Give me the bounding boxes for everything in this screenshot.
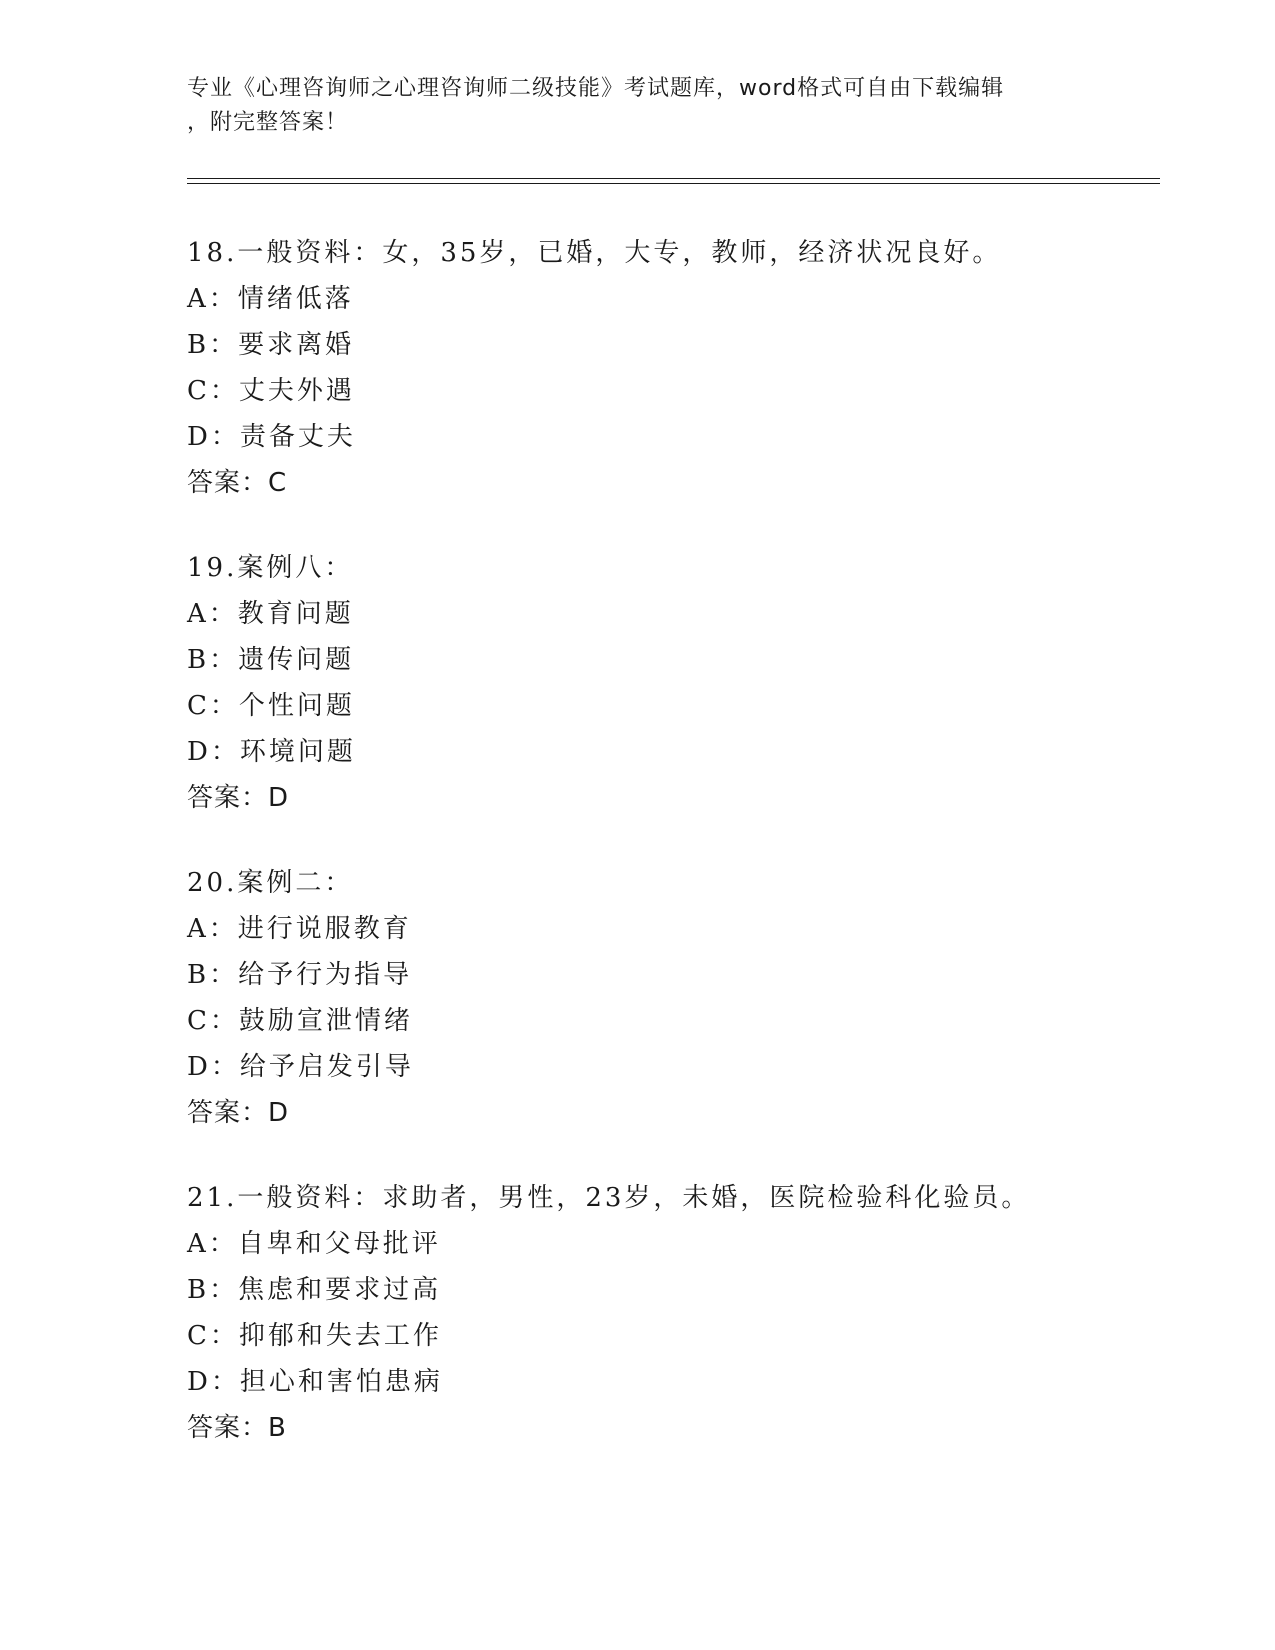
document-header xyxy=(187,72,1087,140)
option-a: A：进行说服教育 xyxy=(187,914,412,944)
question-19 xyxy=(187,545,1167,821)
option-a: A：情绪低落 xyxy=(187,284,354,314)
option-c: C：丈夫外遇 xyxy=(187,376,355,406)
option-d: D：担心和害怕患病 xyxy=(187,1367,443,1397)
option-b: B：要求离婚 xyxy=(187,330,355,360)
option-b: B：焦虑和要求过高 xyxy=(187,1275,442,1305)
header-divider-top xyxy=(187,178,1160,179)
question-stem: 19.案例八： xyxy=(187,553,354,583)
header-line-2: ，附完整答案！ xyxy=(187,110,349,135)
header-divider-bottom xyxy=(187,183,1160,184)
question-stem: 21.一般资料：求助者，男性，23岁，未婚，医院检验科化验员。 xyxy=(187,1183,1031,1213)
option-c: C：抑郁和失去工作 xyxy=(187,1321,442,1351)
option-d: D：给予启发引导 xyxy=(187,1052,414,1082)
header-line-1: 专业《心理咨询师之心理咨询师二级技能》考试题库，word格式可自由下载编辑 xyxy=(187,76,1005,101)
question-stem: 18.一般资料：女，35岁，已婚，大专，教师，经济状况良好。 xyxy=(187,238,1002,268)
question-18 xyxy=(187,230,1167,506)
option-a: A：教育问题 xyxy=(187,599,354,629)
question-stem: 20.案例二： xyxy=(187,868,354,898)
option-d: D：责备丈夫 xyxy=(187,422,356,452)
answer: 答案：B xyxy=(187,1413,287,1443)
option-a: A：自卑和父母批评 xyxy=(187,1229,441,1259)
option-b: B：遗传问题 xyxy=(187,645,355,675)
answer: 答案：D xyxy=(187,1098,290,1128)
question-21 xyxy=(187,1175,1167,1451)
answer: 答案：C xyxy=(187,468,288,498)
option-b: B：给予行为指导 xyxy=(187,960,413,990)
answer: 答案：D xyxy=(187,783,290,813)
question-20 xyxy=(187,860,1167,1136)
option-c: C：个性问题 xyxy=(187,691,355,721)
option-c: C：鼓励宣泄情绪 xyxy=(187,1006,413,1036)
option-d: D：环境问题 xyxy=(187,737,356,767)
